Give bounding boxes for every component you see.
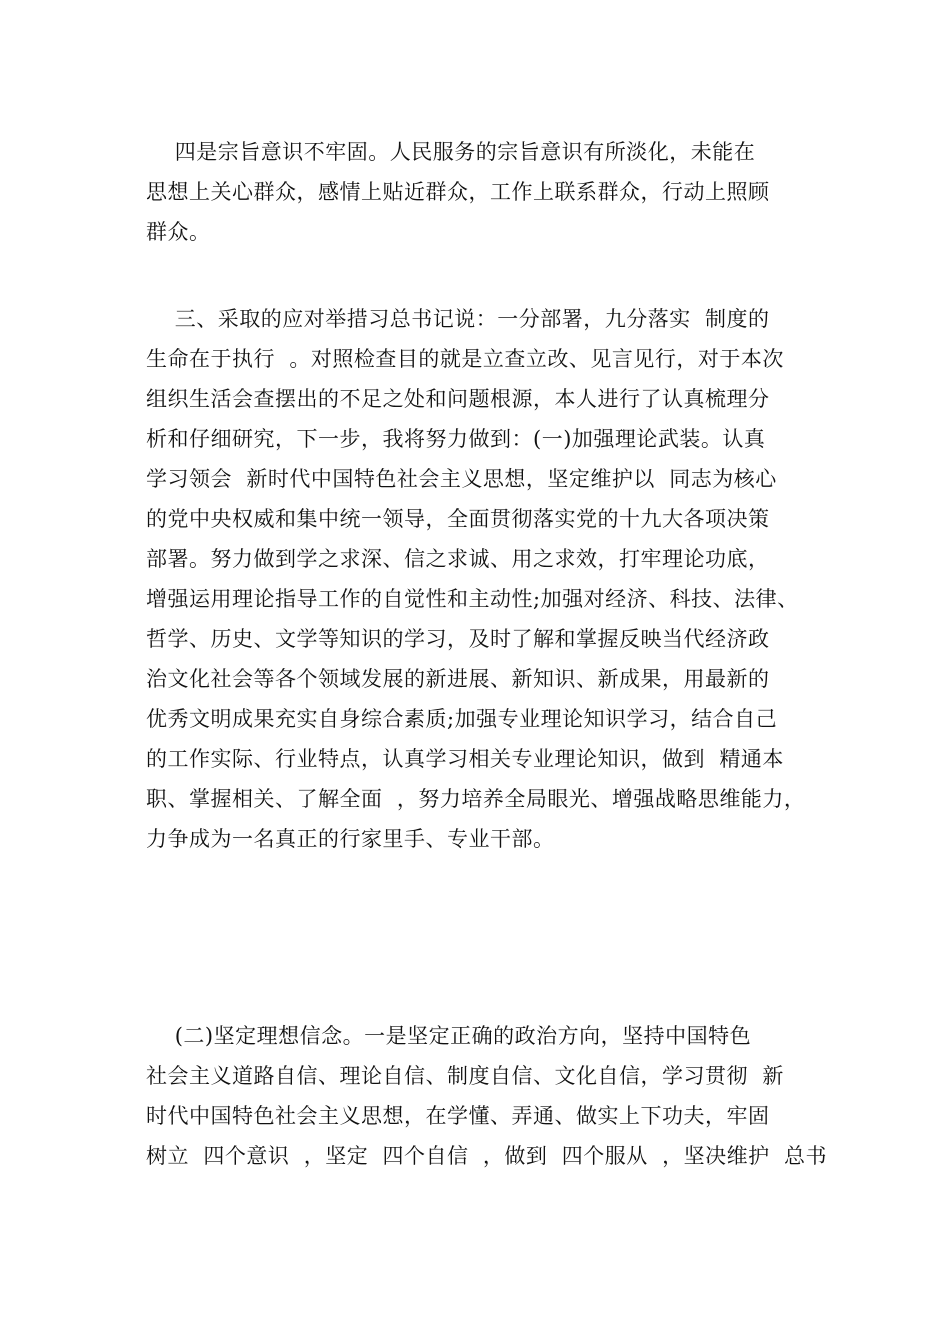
text-line: 社会主义道路自信、理论自信、制度自信、文化自信，学习贯彻 新	[146, 1064, 784, 1088]
text-line: 优秀文明成果充实自身综合素质;加强专业理论知识学习，结合自己	[146, 707, 778, 731]
text-line: 树立 四个意识 ，坚定 四个自信 ，做到 四个服从 ，坚决维护 总书	[146, 1144, 827, 1168]
text-line: 三、采取的应对举措习总书记说：一分部署，九分落实 制度的	[146, 307, 770, 331]
text-line: 的党中央权威和集中统一领导，全面贯彻落实党的十九大各项决策	[146, 507, 770, 531]
text-line: 学习领会 新时代中国特色社会主义思想，坚定维护以 同志为核心	[146, 467, 777, 491]
text-line: 组织生活会查摆出的不足之处和问题根源，本人进行了认真梳理分	[146, 387, 770, 411]
text-line: 哲学、历史、文学等知识的学习，及时了解和掌握反映当代经济政	[146, 627, 770, 651]
text-line: 时代中国特色社会主义思想，在学懂、弄通、做实上下功夫，牢固	[146, 1104, 770, 1128]
text-line: 增强运用理论指导工作的自觉性和主动性;加强对经济、科技、法律、	[146, 587, 799, 611]
text-line: 群众。	[146, 220, 211, 244]
text-line: 治文化社会等各个领域发展的新进展、新知识、新成果，用最新的	[146, 667, 770, 691]
paragraph-countermeasures	[146, 299, 836, 859]
text-line: 职、掌握相关、了解全面 ，努力培养全局眼光、增强战略思维能力，	[146, 787, 806, 811]
text-line: 力争成为一名真正的行家里手、专业干部。	[146, 827, 555, 851]
text-line: 析和仔细研究，下一步，我将努力做到：(一)加强理论武装。认真	[146, 427, 766, 451]
paragraph-purpose-awareness	[146, 132, 836, 252]
text-line: 生命在于执行 。对照检查目的就是立查立改、见言见行，对于本次	[146, 347, 784, 371]
paragraph-ideals-beliefs	[146, 1016, 836, 1176]
text-line: (二)坚定理想信念。一是坚定正确的政治方向，坚持中国特色	[146, 1024, 752, 1048]
text-line: 部署。努力做到学之求深、信之求诚、用之求效，打牢理论功底，	[146, 547, 770, 571]
text-line: 四是宗旨意识不牢固。人民服务的宗旨意识有所淡化，未能在	[146, 140, 756, 164]
text-line: 的工作实际、行业特点，认真学习相关专业理论知识，做到 精通本	[146, 747, 784, 771]
text-line: 思想上关心群众，感情上贴近群众，工作上联系群众，行动上照顾	[146, 180, 770, 204]
